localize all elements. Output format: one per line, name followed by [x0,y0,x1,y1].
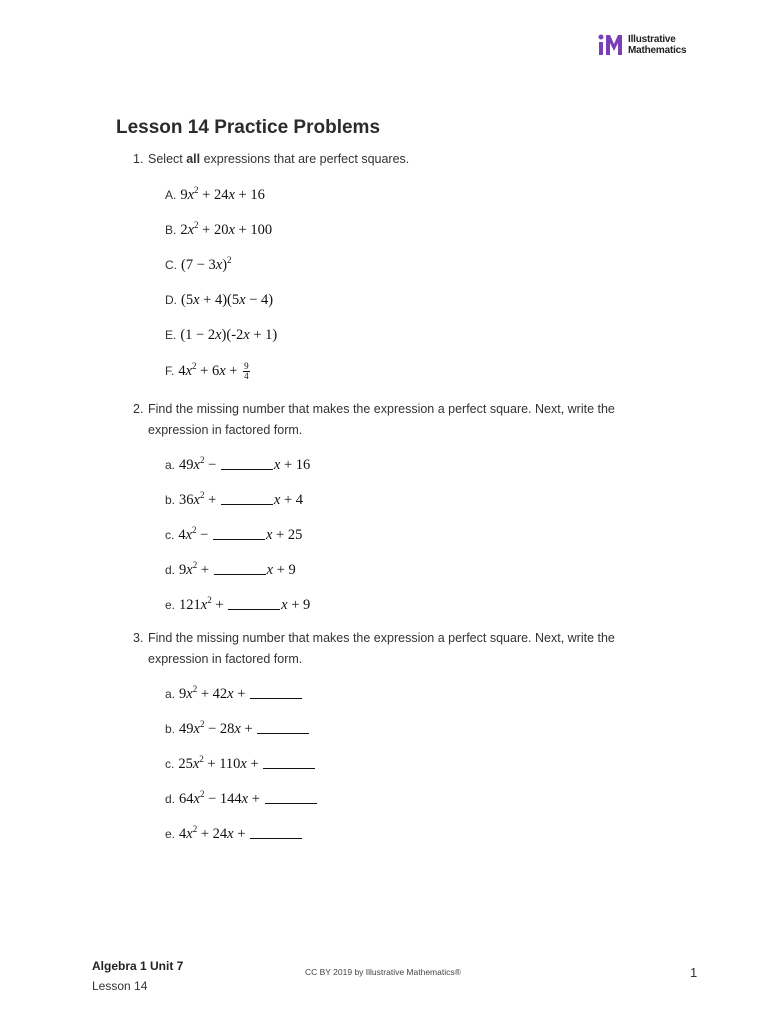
expression: $36x^2 + x + 4$ [179,490,304,508]
expression: $4x^2 + 24x$ + [179,826,303,842]
logo-wordmark [628,34,686,56]
option-label: E. [165,328,177,342]
option-label: A. [165,188,177,202]
expression: $9x^2 + 42x$ + [179,686,303,702]
answer-blank[interactable] [250,826,302,839]
problem-2-part-a [165,455,310,475]
problem-number: 3. [133,631,144,645]
option-label: d. [165,563,176,577]
problem-2-part-c [165,525,302,545]
problem-3-prompt [133,628,615,670]
problem-1-option-f [165,361,250,381]
problem-3-part-b [165,719,310,739]
im-logo-icon [598,34,624,56]
prompt-bold-text: all [186,152,201,166]
option-label: c. [165,528,175,542]
answer-blank[interactable] [263,756,315,769]
option-label: d. [165,792,176,806]
prompt-text: Find the missing number that makes the expression a perfect square. Next, write the [148,402,615,416]
option-label: D. [165,293,177,307]
page-number: 1 [690,965,698,980]
problem-1-option-c [165,255,232,275]
prompt-text: Select [148,152,187,166]
prompt-text: Find the missing number that makes the expression a perfect square. Next, write the [148,631,615,645]
expression: $(7 - 3x)^2$ [181,255,232,273]
problem-3-part-c [165,754,316,774]
expression: $4x^2 - x + 25$ [178,525,303,543]
option-label: F. [165,364,175,378]
answer-blank[interactable] [250,686,302,699]
answer-blank[interactable] [221,457,273,470]
option-label: a. [165,687,176,701]
answer-blank[interactable] [265,791,317,804]
expression: $9x^2 + x + 9$ [179,560,296,578]
answer-blank[interactable] [228,597,280,610]
fraction [243,362,250,381]
problem-2-part-b [165,490,303,510]
answer-blank[interactable] [214,562,266,575]
prompt-text: expressions that are perfect squares. [200,152,410,166]
expression: (5x + 4)(5x − 4) [181,292,274,308]
prompt-text: expression in factored form. [148,652,303,666]
problem-2-part-d [165,560,296,580]
answer-blank[interactable] [221,492,273,505]
logo-line-1: Illustrative [628,34,676,45]
option-label: e. [165,827,176,841]
option-label: e. [165,598,176,612]
expression: $9x^2 + 24x + 16$ [180,185,265,203]
option-label: a. [165,458,176,472]
problem-2-part-e [165,595,310,615]
problem-2-prompt [133,399,615,441]
option-label: c. [165,757,175,771]
problem-1-option-a [165,185,265,205]
expression: $49x^2 - x + 16$ [179,455,311,473]
problem-number: 2. [133,402,144,416]
logo-line-2: Mathematics [628,45,687,56]
problem-1-option-e [165,325,277,345]
expression: $4x^2 + 6x$ + $\frac{9}{4}$ [178,361,249,382]
footer-lesson: Lesson 14 [92,979,148,993]
page-title: Lesson 14 Practice Problems [116,117,381,138]
option-label: C. [165,258,177,272]
problem-number: 1. [133,152,144,166]
expression: $25x^2 + 110x$ + [178,756,316,772]
option-label: b. [165,493,176,507]
problem-3-part-a [165,684,303,704]
fraction-denominator: 4 [244,371,249,382]
problem-3-part-d [165,789,318,809]
fraction-numerator: 9 [244,361,249,372]
problem-1-prompt [133,149,409,170]
answer-blank[interactable] [213,527,265,540]
footer-course-info [92,956,183,996]
expression: $2x^2 + 20x + 100$ [180,220,273,238]
problem-1-option-d [165,290,273,310]
problem-3-part-e [165,824,303,844]
option-label: b. [165,722,176,736]
illustrative-mathematics-logo [598,34,686,56]
footer-license: CC BY 2019 by Illustrative Mathematics® [305,967,461,977]
footer-unit: Algebra 1 Unit 7 [92,959,184,973]
expression: $64x^2 - 144x$ + [179,791,318,807]
expression: (1 − 2x)(-2x + 1) [180,327,278,343]
answer-blank[interactable] [257,721,309,734]
expression: $49x^2 - 28x$ + [179,721,310,737]
prompt-text: expression in factored form. [148,423,303,437]
problem-1-option-b [165,220,272,240]
expression: $121x^2 + x + 9$ [179,595,311,613]
option-label: B. [165,223,177,237]
